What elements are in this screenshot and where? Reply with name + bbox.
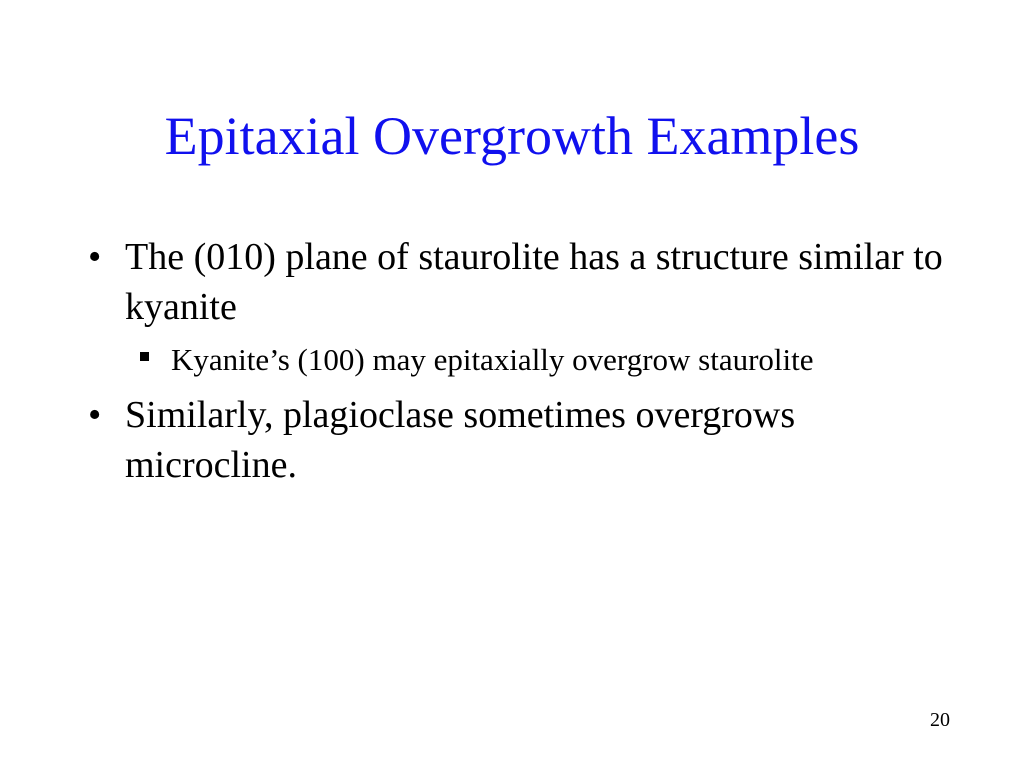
slide-body bbox=[88, 232, 958, 490]
bullet-text: The (010) plane of staurolite has a structure similar to kyanite bbox=[125, 236, 943, 328]
square-bullet-icon bbox=[140, 352, 149, 361]
bullet-marker: • bbox=[88, 236, 102, 278]
bullet-text: Similarly, plagioclase sometimes overgrows microcline. bbox=[125, 394, 796, 486]
sub-bullet-item bbox=[140, 338, 958, 382]
bullet-item bbox=[88, 390, 958, 490]
bullet-marker: • bbox=[88, 394, 102, 436]
sub-bullet-text: Kyanite’s (100) may epitaxially overgrow staurolite bbox=[171, 342, 814, 377]
sub-bullet-list bbox=[88, 338, 958, 382]
page-number: 20 bbox=[930, 709, 950, 731]
slide-title: Epitaxial Overgrowth Examples bbox=[164, 106, 860, 166]
bullet-item bbox=[88, 232, 958, 332]
